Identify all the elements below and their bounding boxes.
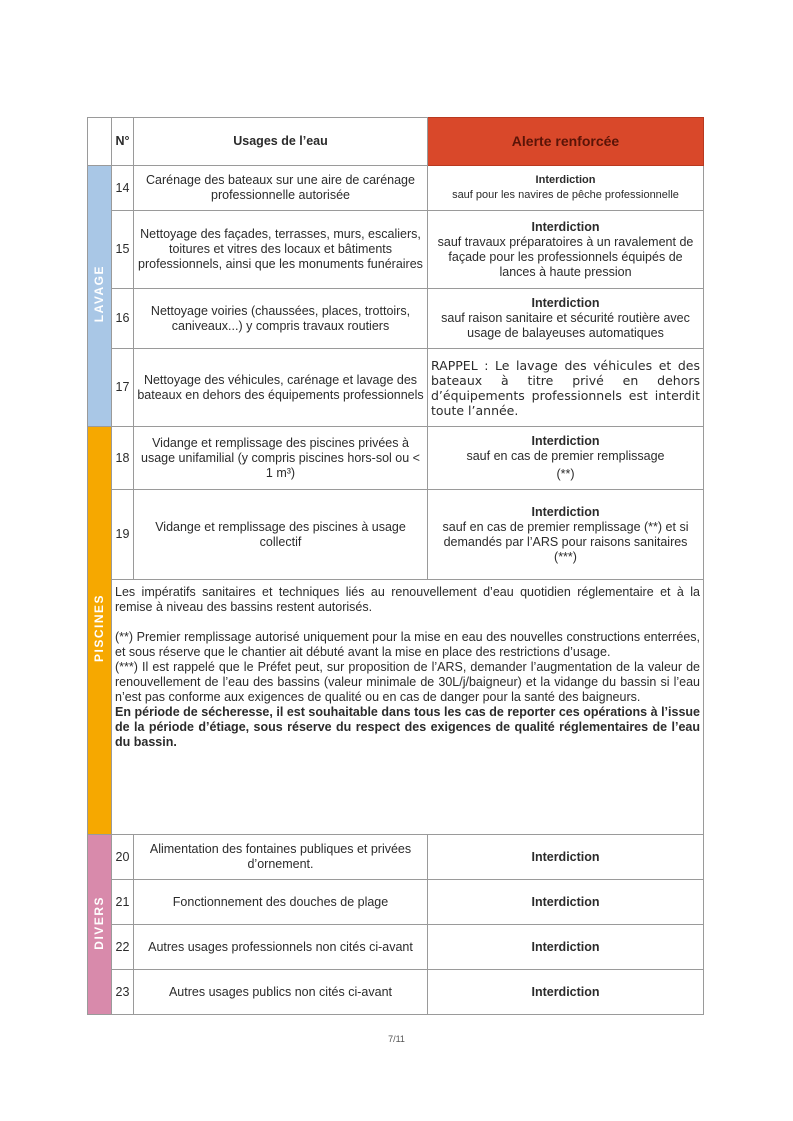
row-usage: Autres usages publics non cités ci-avant (134, 970, 428, 1015)
rappel-note: RAPPEL : Le lavage des véhicules et des bateaux à titre privé en dehors d’équipements professionnels est interdit toute l’année. (428, 349, 704, 427)
restriction-footnote-ref: (**) (556, 467, 575, 481)
row-restriction (428, 490, 704, 580)
row-restriction (428, 211, 704, 289)
page-number: 7/11 (388, 1034, 405, 1044)
row-number: 17 (112, 349, 134, 427)
row-number: 23 (112, 970, 134, 1015)
restriction-detail: sauf travaux préparatoires à un ravalement de façade pour les professionnels équipés de lances à haute pression (437, 234, 694, 279)
restrictions-table (87, 117, 704, 1015)
restriction-title: Interdiction (531, 894, 600, 909)
note-paragraph: Les impératifs sanitaires et techniques liés au renouvellement d’eau quotidien réglementaire et à la remise à niveau des bassins restent autorisés. (115, 585, 700, 614)
restriction-title: Interdiction (531, 219, 600, 234)
piscines-note (112, 580, 704, 835)
row-restriction (428, 166, 704, 211)
row-number: 15 (112, 211, 134, 289)
restriction-title: Interdiction (531, 434, 600, 448)
row-usage: Vidange et remplissage des piscines à usage collectif (134, 490, 428, 580)
row-usage: Nettoyage des véhicules, carénage et lavage des bateaux en dehors des équipements professionnels (134, 349, 428, 427)
restriction-footnote-ref: (***) (554, 549, 577, 564)
row-usage: Alimentation des fontaines publiques et privées d’ornement. (134, 835, 428, 880)
table-row (88, 427, 704, 490)
restriction-detail: sauf raison sanitaire et sécurité routière avec usage de balayeuses automatiques (441, 311, 690, 340)
category-piscines (88, 427, 112, 835)
row-number: 22 (112, 925, 134, 970)
restriction-title: Interdiction (531, 939, 600, 954)
restriction-title: Interdiction (535, 174, 596, 186)
restriction-title: Interdiction (531, 984, 600, 999)
row-restriction (428, 880, 704, 925)
header-alert-level: Alerte renforcée (428, 118, 704, 166)
table-row (88, 925, 704, 970)
category-label: DIVERS (92, 895, 106, 950)
table-row (88, 970, 704, 1015)
restriction-detail: sauf en cas de premier remplissage (**) et si demandés par l’ARS pour raisons sanitaires (442, 519, 689, 549)
table-row (88, 289, 704, 349)
row-number: 18 (112, 427, 134, 490)
category-label: LAVAGE (92, 265, 106, 323)
restriction-detail: sauf pour les navires de pêche professionnelle (452, 189, 679, 201)
row-restriction (428, 925, 704, 970)
row-number: 21 (112, 880, 134, 925)
header-usage: Usages de l’eau (134, 118, 428, 166)
restriction-title: Interdiction (531, 504, 600, 519)
table-row (88, 349, 704, 427)
table-row (88, 880, 704, 925)
table-row (88, 490, 704, 580)
row-restriction (428, 289, 704, 349)
row-restriction (428, 835, 704, 880)
row-usage: Vidange et remplissage des piscines privées à usage unifamilial (y compris piscines hors-sol ou < 1 m³) (134, 427, 428, 490)
row-usage: Fonctionnement des douches de plage (134, 880, 428, 925)
row-restriction (428, 970, 704, 1015)
header-blank-cell (88, 118, 112, 166)
category-divers (88, 835, 112, 1015)
note-paragraph: En période de sécheresse, il est souhaitable dans tous les cas de reporter ces opérations à l’issue de la période d’étiage, sous réserve du respect des exigences de qualité réglementaires de l’eau du bassin. (115, 705, 700, 749)
category-lavage (88, 166, 112, 427)
header-row (88, 118, 704, 166)
piscines-note-row (88, 580, 704, 835)
row-number: 14 (112, 166, 134, 211)
note-paragraph: (***) Il est rappelé que le Préfet peut, sur proposition de l’ARS, demander l’augmentation de la valeur de renouvellement de l’eau des bassins (valeur minimale de 30L/j/baigneur) et la vidange du bassin si l’eau n’est pas conforme aux exigences de qualité ou en cas de danger pour la santé des baigneurs. (115, 660, 700, 704)
table-row (88, 835, 704, 880)
row-restriction (428, 427, 704, 490)
row-usage: Nettoyage des façades, terrasses, murs, escaliers, toitures et vitres des locaux et bâtiments professionnels, ainsi que les monuments funéraires (134, 211, 428, 289)
row-number: 20 (112, 835, 134, 880)
row-usage: Nettoyage voiries (chaussées, places, trottoirs, caniveaux...) y compris travaux routiers (134, 289, 428, 349)
table-row (88, 211, 704, 289)
header-num: N° (112, 118, 134, 166)
row-usage: Carénage des bateaux sur une aire de carénage professionnelle autorisée (134, 166, 428, 211)
restriction-title: Interdiction (531, 296, 600, 310)
table-row (88, 166, 704, 211)
restriction-title: Interdiction (531, 849, 600, 864)
row-number: 16 (112, 289, 134, 349)
category-label: PISCINES (92, 594, 106, 663)
row-usage: Autres usages professionnels non cités ci-avant (134, 925, 428, 970)
note-paragraph: (**) Premier remplissage autorisé uniquement pour la mise en eau des nouvelles constructions enterrées, et sous réserve que le chantier ait débuté avant la mise en place des restrictions d’usage. (115, 630, 700, 659)
row-number: 19 (112, 490, 134, 580)
restriction-detail: sauf en cas de premier remplissage (466, 449, 665, 463)
